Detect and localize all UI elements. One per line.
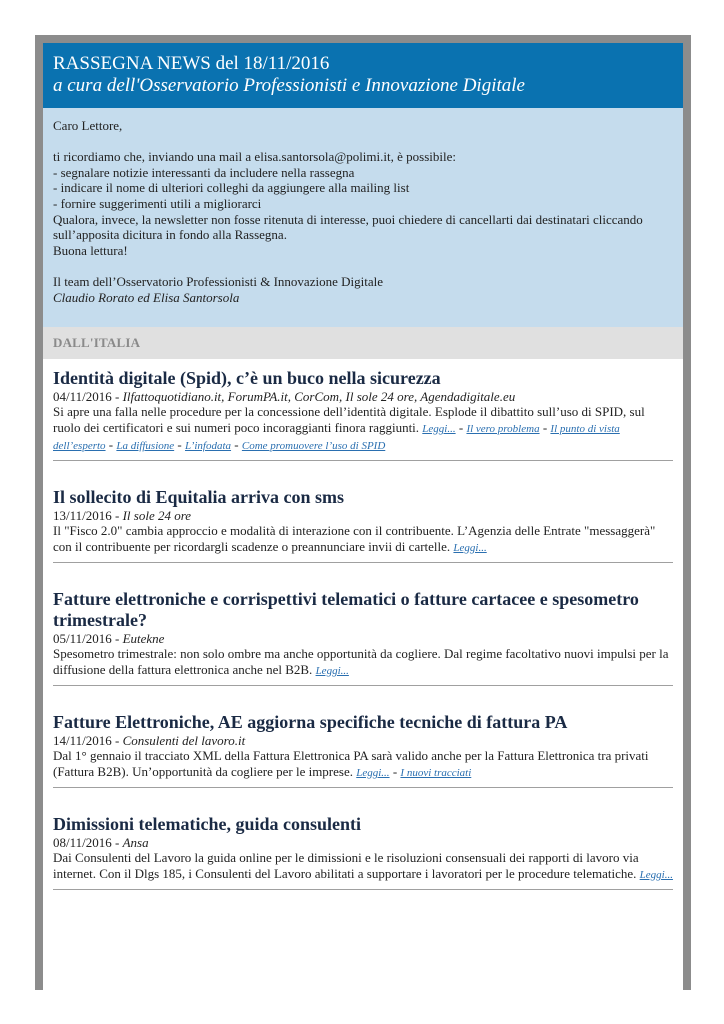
- article-meta: [53, 508, 673, 523]
- related-link[interactable]: Il punto di vista dell’esperto: [53, 423, 620, 452]
- article-meta: [53, 389, 673, 404]
- article-body: Spesometro trimestrale: non solo ombre ma anche opportunità da cogliere. Dal regime facoltativo nuovi impulsi per la diffusione della fattura elettronica anche nel B2B. Leggi...: [53, 646, 669, 677]
- section-header: DALL'ITALIA: [43, 327, 683, 359]
- intro-line: - fornire suggerimenti utili a migliorarci: [53, 195, 262, 211]
- article-meta: [53, 835, 673, 850]
- article-source: Eutekne: [122, 631, 165, 646]
- article-meta: [53, 631, 673, 646]
- related-link[interactable]: I nuovi tracciati: [400, 767, 472, 779]
- article-body: Dai Consulenti del Lavoro la guida online per le dimissioni e le risoluzioni consensuali dei rapporti di lavoro via internet. Con il Dlgs 185, i Consulenti del Lavoro abilitati a supportare i lavoratori per le procedure telematiche. Leggi...: [53, 850, 673, 881]
- article-title[interactable]: Fatture Elettroniche, AE aggiorna specifiche tecniche di fattura PA: [53, 712, 568, 732]
- article-list: [43, 359, 683, 890]
- article-source: Ansa: [122, 835, 149, 850]
- newsletter-content: [43, 43, 683, 990]
- article-date: 08/11/2016 -: [53, 835, 123, 850]
- read-more-link[interactable]: Leggi...: [422, 423, 456, 435]
- intro-line: - indicare il nome di ulteriori colleghi da aggiungere alla mailing list: [53, 180, 410, 196]
- intro-box: [43, 108, 683, 327]
- article-item: [53, 461, 673, 563]
- intro-greeting: Caro Lettore,: [53, 118, 123, 133]
- related-link[interactable]: La diffusione: [116, 440, 175, 452]
- article-date: 13/11/2016 -: [53, 508, 123, 523]
- article-item: [53, 686, 673, 788]
- article-title[interactable]: Fatture elettroniche e corrispettivi telematici o fatture cartacee e spesometro trimestrale?: [53, 589, 639, 630]
- read-more-link[interactable]: Leggi...: [453, 542, 487, 554]
- article-item: [53, 359, 673, 461]
- newsletter-header: [43, 43, 683, 108]
- article-title[interactable]: Identità digitale (Spid), c’è un buco nella sicurezza: [53, 368, 441, 388]
- related-link[interactable]: Come promuovere l’uso di SPID: [241, 440, 386, 452]
- intro-team: Il team dell’Osservatorio Professionisti & Innovazione Digitale: [53, 273, 383, 289]
- newsletter-frame: [35, 35, 691, 990]
- newsletter-title: RASSEGNA NEWS del 18/11/2016: [53, 53, 330, 74]
- article-source: Consulenti del lavoro.it: [122, 733, 246, 748]
- related-link[interactable]: Il vero problema: [466, 423, 540, 435]
- article-date: 04/11/2016 -: [53, 389, 123, 404]
- article-meta: [53, 733, 673, 748]
- article-body: Dal 1° gennaio il tracciato XML della Fattura Elettronica PA sarà valido anche per la Fattura Elettronica tra privati (Fattura B2B). Un’opportunità da cogliere per le imprese. Leggi... - I nuovi tracciati: [53, 748, 649, 779]
- read-more-link[interactable]: Leggi...: [315, 665, 349, 677]
- article-source: Il sole 24 ore: [122, 508, 192, 523]
- intro-signature: Claudio Rorato ed Elisa Santorsola: [53, 289, 240, 305]
- intro-line: - segnalare notizie interessanti da includere nella rassegna: [53, 164, 355, 180]
- read-more-link[interactable]: Leggi...: [356, 767, 390, 779]
- intro-line: Qualora, invece, la newsletter non fosse ritenuta di interesse, puoi chiedere di cancellarti dai destinatari cliccando sull’apposita dicitura in fondo alla Rassegna.: [53, 211, 643, 243]
- read-more-link[interactable]: Leggi...: [639, 869, 673, 881]
- article-body: Si apre una falla nelle procedure per la concessione dell’identità digitale. Esplode il dibattito sull’uso di SPID, sul ruolo dei certificatori e sui numeri poco incoraggianti finora raggiunti. Leggi... - Il vero problema - Il punto di vista dell’esperto - La diffusione - L’infodata - Come promuovere l’uso di SPID: [53, 404, 645, 452]
- article-source: Ilfattoquotidiano.it, ForumPA.it, CorCom, Il sole 24 ore, Agendadigitale.eu: [122, 389, 516, 404]
- article-body: Il "Fisco 2.0" cambia approccio e modalità di interazione con il contribuente. L’Agenzia delle Entrate "messaggerà" con il contribuente per ricordargli scadenze o preannunciare invii di cartelle. Leggi...: [53, 523, 656, 554]
- article-item: [53, 788, 673, 890]
- intro-line: Buona lettura!: [53, 242, 128, 258]
- article-date: 05/11/2016 -: [53, 631, 123, 646]
- article-title[interactable]: Il sollecito di Equitalia arriva con sms: [53, 487, 345, 507]
- article-title[interactable]: Dimissioni telematiche, guida consulenti: [53, 814, 362, 834]
- article-item: [53, 563, 673, 686]
- article-date: 14/11/2016 -: [53, 733, 123, 748]
- intro-line: ti ricordiamo che, inviando una mail a elisa.santorsola@polimi.it, è possibile:: [53, 149, 456, 165]
- related-link[interactable]: L’infodata: [185, 440, 232, 452]
- newsletter-subtitle: a cura dell'Osservatorio Professionisti e Innovazione Digitale: [53, 75, 525, 96]
